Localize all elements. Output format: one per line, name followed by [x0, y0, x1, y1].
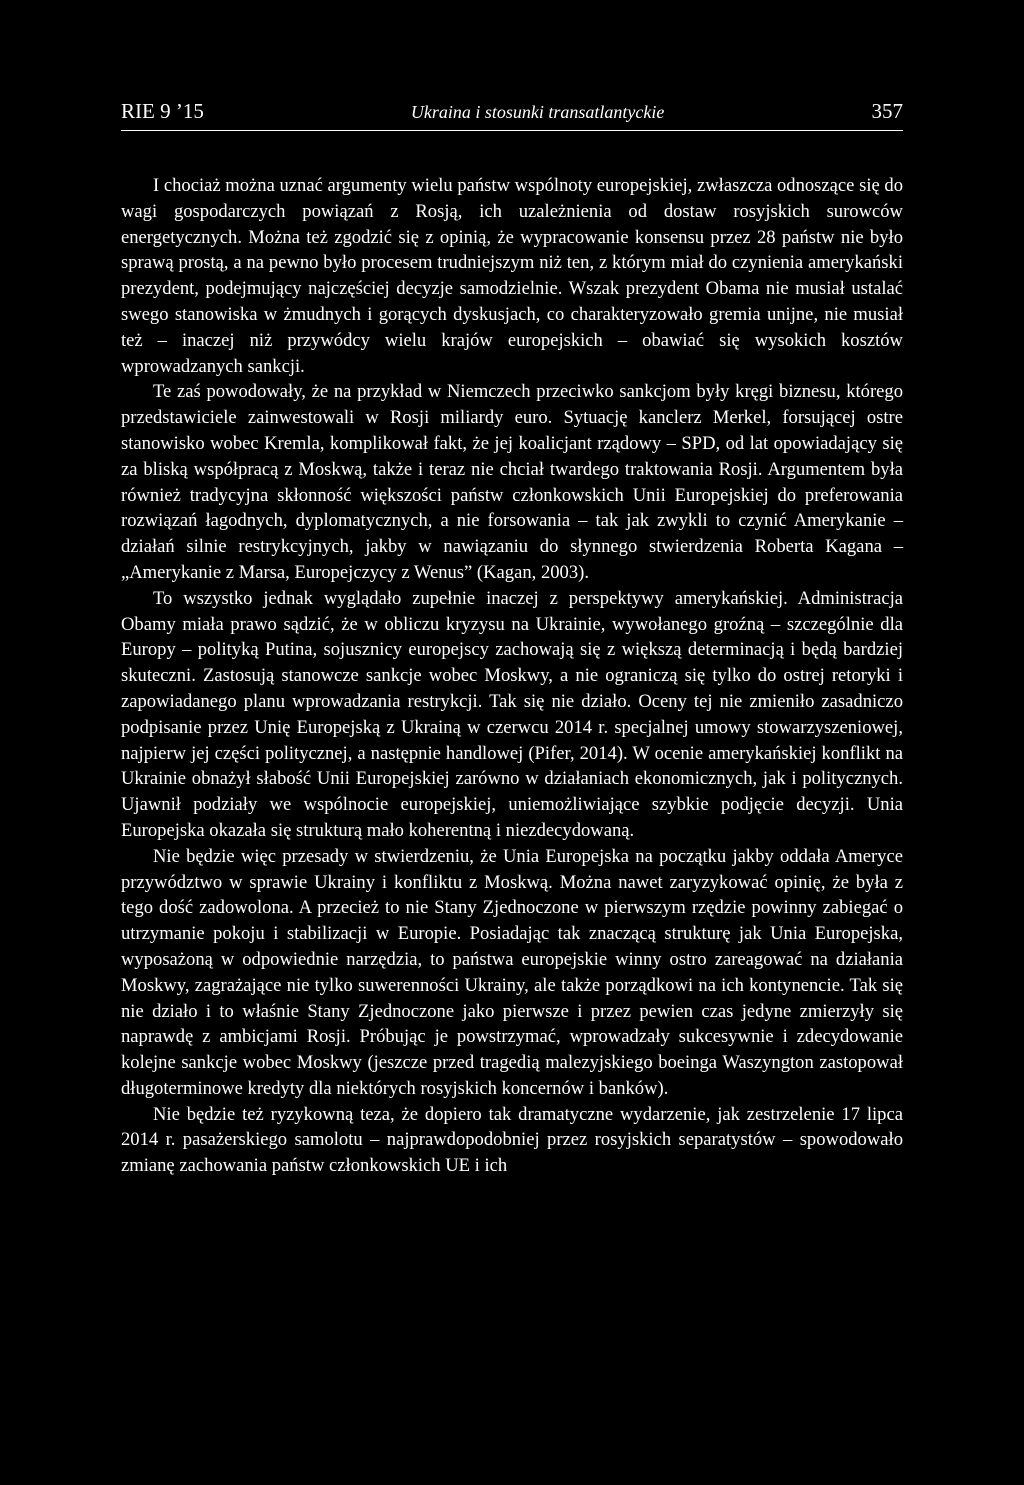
- paragraph: Nie będzie więc przesady w stwierdzeniu, że Unia Europejska na początku jakby oddała Ameryce przywództwo w sprawie Ukrainy i konfliktu z Moskwą. Można nawet zaryzykować opinię, że była z tego dość zadowolona. A przecież to nie Stany Zjednoczone w pierwszym rzędzie powinny zabiegać o utrzymanie pokoju i stabilizacji w Europie. Posiadając tak znaczącą strukturę jak Unia Europejska, wyposażoną w odpowiednie narzędzia, to państwa europejskie winny ostro zareagować na działania Moskwy, zagrażające nie tylko suwerenności Ukrainy, ale także porządkowi na ich kontynencie. Tak się nie działo i to właśnie Stany Zjednoczone jako pierwsze i przez pewien czas jedyne zmierzyły się naprawdę z ambicjami Rosji. Próbując je powstrzymać, wprowadzały sukcesywnie i zdecydowanie kolejne sankcje wobec Moskwy (jeszcze przed tragedią malezyjskiego boeinga Waszyngton zastopował długoterminowe kredyty dla niektórych rosyjskich koncernów i banków).: [121, 845, 903, 1099]
- paragraph: To wszystko jednak wyglądało zupełnie inaczej z perspektywy amerykańskiej. Administracja Obamy miała prawo sądzić, że w obliczu kryzysu na Ukrainie, wywołanego groźną – szczególnie dla Europy – polityką Putina, sojusznicy europejscy zachowają się z większą determinacją i będą bardziej skuteczni. Zastosują stanowcze sankcje wobec Moskwy, a nie ograniczą się tylko do ostrej retoryki i zapowiadanego planu wprowadzania restrykcji. Tak się nie działo. Oceny tej nie zmieniło zasadniczo podpisanie przez Unię Europejską z Ukrainą w czerwcu 2014 r. specjalnej umowy stowarzyszeniowej, najpierw jej części politycznej, a następnie handlowej (Pifer, 2014). W ocenie amerykańskiej konflikt na Ukrainie obnażył słabość Unii Europejskiej zarówno w działaniach ekonomicznych, jak i politycznych. Ujawnił podziały we wspólnocie europejskiej, uniemożliwiające szybkie podjęcie decyzji. Unia Europejska okazała się strukturą mało koherentną i niezdecydowaną.: [121, 587, 903, 841]
- body-text: [121, 173, 903, 1179]
- page-number: 357: [871, 99, 903, 123]
- running-title: Ukraina i stosunki transatlantyckie: [410, 102, 665, 122]
- journal-label: RIE 9 ’15: [121, 99, 204, 123]
- paragraph: I chociaż można uznać argumenty wielu państw wspólnoty europejskiej, zwłaszcza odnoszące się do wagi gospodarczych powiązań z Rosją, ich uzależnienia od dostaw rosyjskich surowców energetycznych. Można też zgodzić się z opinią, że wypracowanie konsensu przez 28 państw nie było sprawą prostą, a na pewno było procesem trudniejszym niż ten, z którym miał do czynienia amerykański prezydent, podejmujący najczęściej decyzje samodzielnie. Wszak prezydent Obama nie musiał ustalać swego stanowiska w żmudnych i gorących dyskusjach, co charakteryzowało gremia unijne, nie musiał też – inaczej niż przywódcy wielu krajów europejskich – obawiać się wysokich kosztów wprowadzanych sankcji.: [121, 175, 903, 377]
- running-header: [121, 96, 903, 131]
- paragraph: Nie będzie też ryzykowną teza, że dopiero tak dramatyczne wydarzenie, jak zestrzelenie 17 lipca 2014 r. pasażerskiego samolotu – najprawdopodobniej przez rosyjskich separatystów – spowodowało zmianę zachowania państw członkowskich UE i ich: [121, 1103, 903, 1177]
- page: [121, 96, 903, 1179]
- paragraph: Te zaś powodowały, że na przykład w Niemczech przeciwko sankcjom były kręgi biznesu, którego przedstawiciele zainwestowali w Rosji miliardy euro. Sytuację kanclerz Merkel, forsującej ostre stanowisko wobec Kremla, komplikował fakt, że jej koalicjant rządowy – SPD, od lat opowiadający się za bliską współpracą z Moskwą, także i teraz nie chciał twardego traktowania Rosji. Argumentem była również tradycyjna skłonność większości państw członkowskich Unii Europejskiej do preferowania rozwiązań łagodnych, dyplomatycznych, a nie forsowania – tak jak zwykli to czynić Amerykanie – działań silnie restrykcyjnych, jakby w nawiązaniu do słynnego stwierdzenia Roberta Kagana – „Amerykanie z Marsa, Europejczycy z Wenus” (Kagan, 2003).: [121, 381, 903, 583]
